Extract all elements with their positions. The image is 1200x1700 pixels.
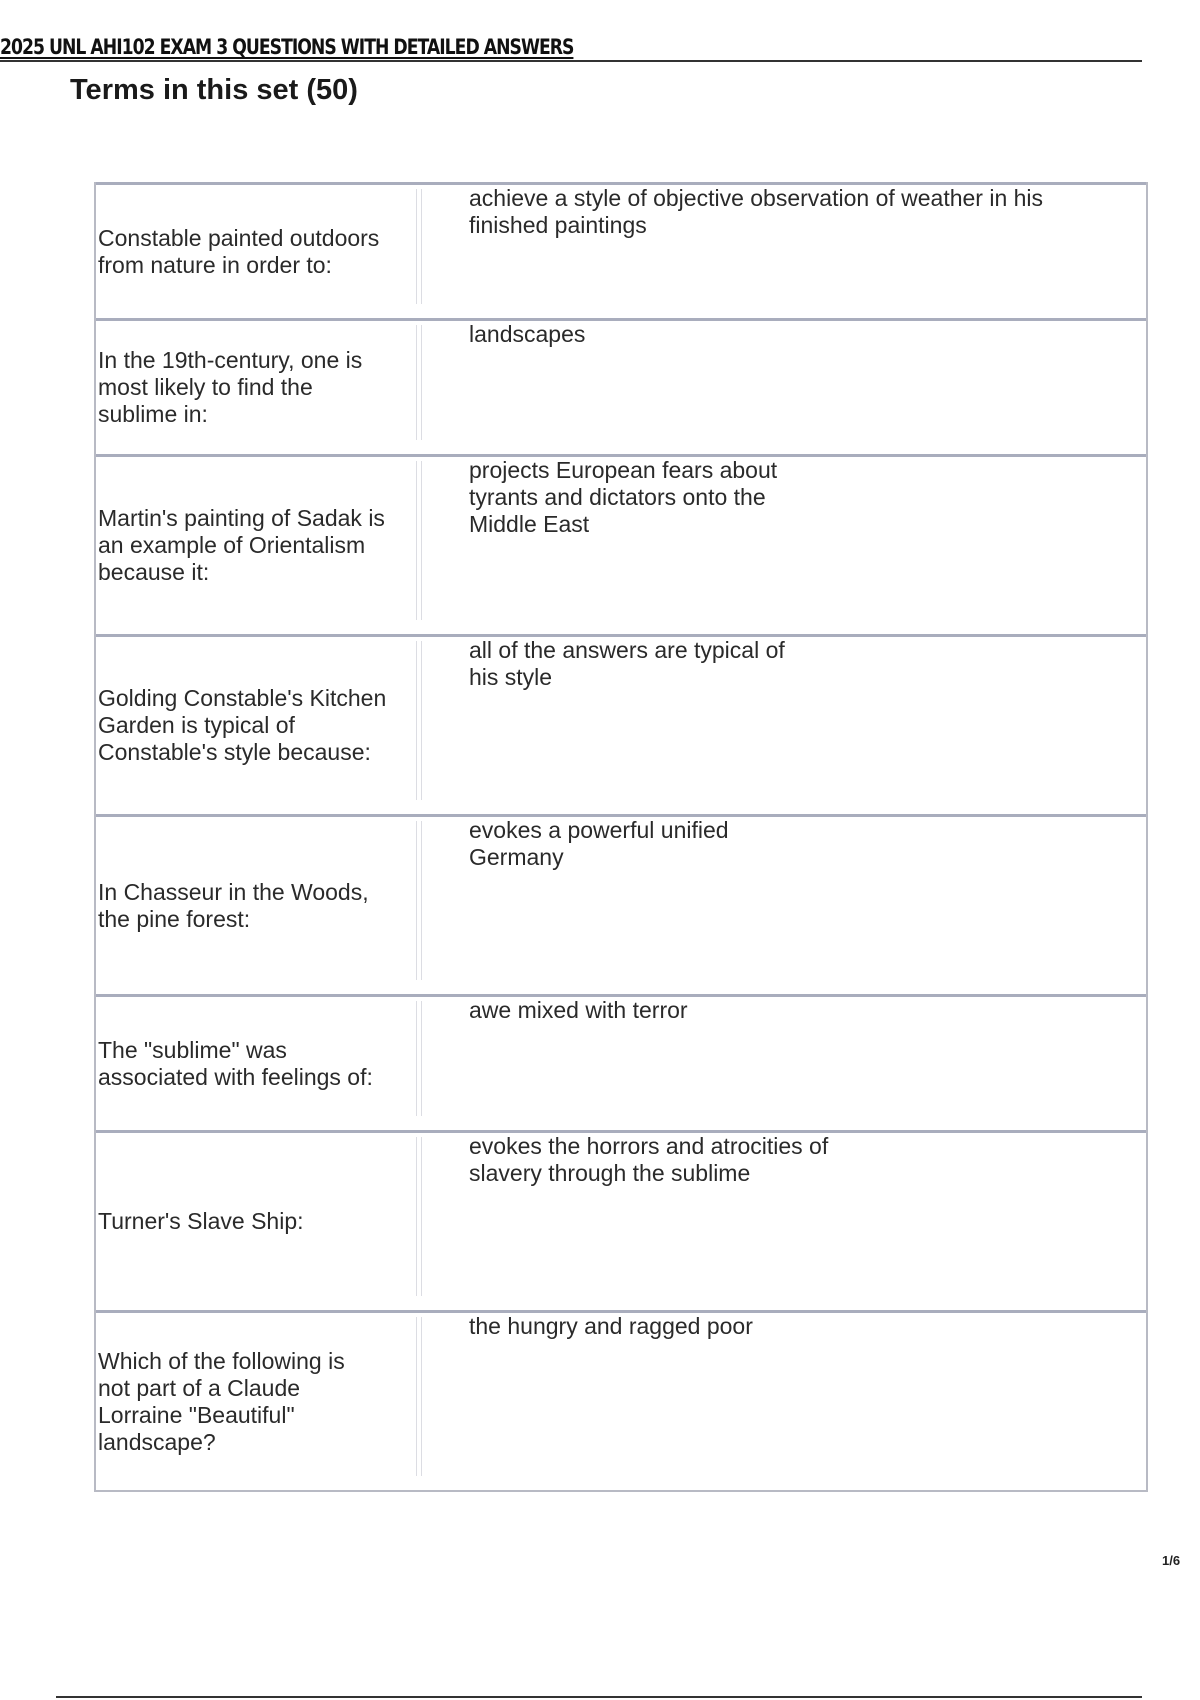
document-title: 2025 UNL AHI102 EXAM 3 QUESTIONS WITH DETAILED ANSWERS bbox=[0, 35, 574, 59]
definition-cell bbox=[469, 457, 1126, 538]
table-row bbox=[96, 182, 1146, 318]
definition-text: evokes a powerful unified Germany bbox=[469, 817, 729, 870]
page-number: 1/6 bbox=[1162, 1553, 1181, 1568]
term-text: Constable painted outdoors from nature in order to: bbox=[98, 224, 380, 278]
table-row bbox=[96, 1310, 1146, 1490]
term-text: Martin's painting of Sadak is an example of Orientalism because it: bbox=[98, 505, 385, 585]
table-row bbox=[96, 318, 1146, 454]
table-row bbox=[96, 1130, 1146, 1310]
term-cell bbox=[96, 185, 414, 318]
term-cell bbox=[96, 997, 414, 1130]
column-divider bbox=[416, 325, 422, 440]
term-cell bbox=[96, 637, 414, 814]
column-divider bbox=[416, 821, 422, 980]
terms-table bbox=[94, 182, 1148, 1492]
term-text: Which of the following is not part of a Claude Lorraine "Beautiful" landscape? bbox=[98, 1347, 345, 1455]
term-text: Turner's Slave Ship: bbox=[98, 1208, 304, 1234]
definition-text: the hungry and ragged poor bbox=[469, 1313, 753, 1339]
definition-cell bbox=[469, 185, 1126, 239]
term-cell bbox=[96, 1133, 414, 1310]
definition-cell bbox=[469, 637, 1126, 691]
term-text: In the 19th-century, one is most likely to find the sublime in: bbox=[98, 347, 363, 427]
column-divider bbox=[416, 1137, 422, 1296]
set-heading: Terms in this set (50) bbox=[70, 74, 358, 106]
definition-cell bbox=[469, 1133, 1126, 1187]
term-text: In Chasseur in the Woods, the pine forest: bbox=[98, 878, 369, 932]
definition-cell bbox=[469, 321, 1126, 348]
definition-text: landscapes bbox=[469, 321, 586, 347]
column-divider bbox=[416, 461, 422, 620]
definition-text: all of the answers are typical of his style bbox=[469, 637, 785, 690]
table-row bbox=[96, 454, 1146, 634]
term-cell bbox=[96, 817, 414, 994]
term-text: The "sublime" was associated with feelings of: bbox=[98, 1036, 373, 1090]
table-row bbox=[96, 814, 1146, 994]
column-divider bbox=[416, 189, 422, 304]
term-text: Golding Constable's Kitchen Garden is typical of Constable's style because: bbox=[98, 685, 387, 765]
definition-text: awe mixed with terror bbox=[469, 997, 688, 1023]
term-cell bbox=[96, 321, 414, 454]
definition-text: projects European fears about tyrants and dictators onto the Middle East bbox=[469, 457, 778, 537]
document-header bbox=[0, 34, 1142, 62]
term-cell bbox=[96, 1313, 414, 1490]
definition-cell bbox=[469, 817, 1126, 871]
column-divider bbox=[416, 1317, 422, 1476]
table-row bbox=[96, 634, 1146, 814]
definition-cell bbox=[469, 997, 1126, 1024]
table-row bbox=[96, 994, 1146, 1130]
definition-cell bbox=[469, 1313, 1126, 1340]
term-cell bbox=[96, 457, 414, 634]
column-divider bbox=[416, 641, 422, 800]
definition-text: achieve a style of objective observation of weather in his finished paintings bbox=[469, 185, 1044, 238]
definition-text: evokes the horrors and atrocities of slavery through the sublime bbox=[469, 1133, 829, 1186]
footer-divider bbox=[56, 1696, 1142, 1698]
column-divider bbox=[416, 1001, 422, 1116]
